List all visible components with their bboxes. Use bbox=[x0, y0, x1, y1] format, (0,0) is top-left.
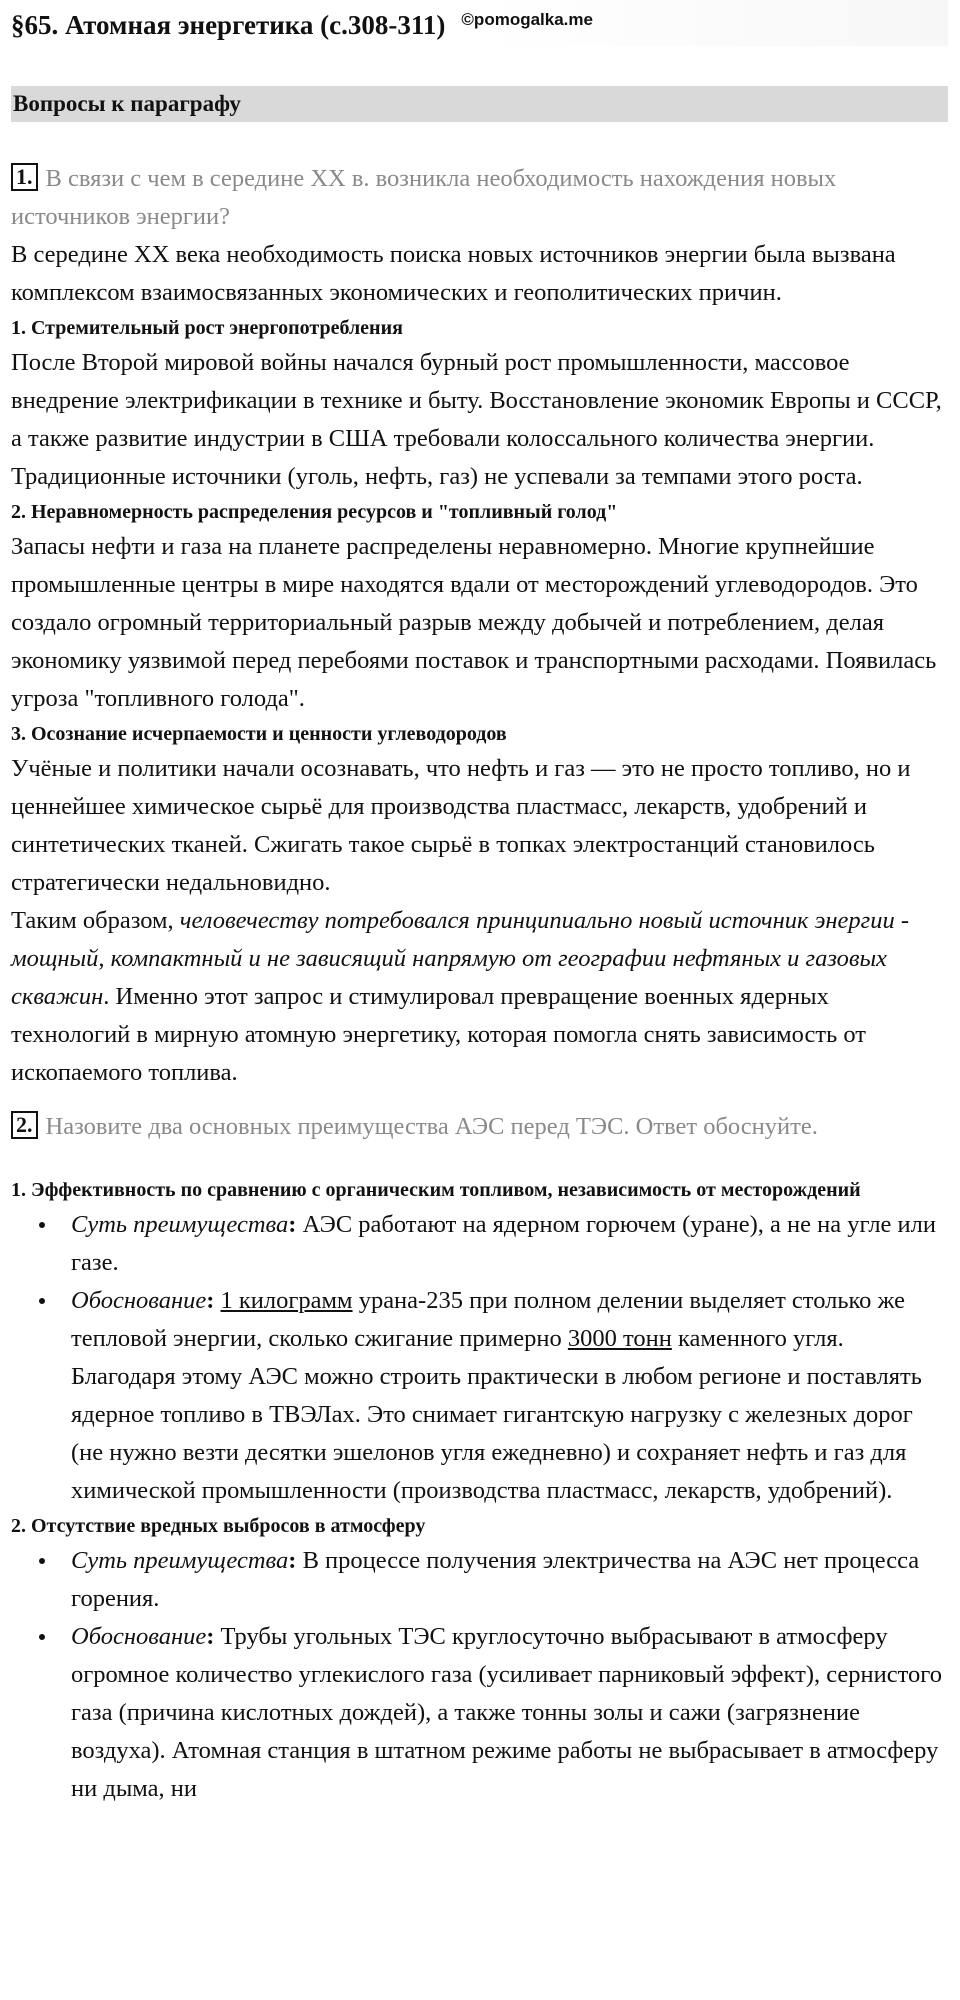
essence-label: Суть преимущества bbox=[71, 1547, 289, 1574]
bullet-icon bbox=[39, 1634, 45, 1640]
reason-2-text: Запасы нефти и газа на планете распределены неравномерно. Многие крупнейшие промышленные центры в мире находятся вдали от месторождений углеводородов. Это создало огромный территориальный разрыв между добычей и потреблением, делая экономику уязвимой перед перебоями поставок и транспортными расходами. Появилась угроза "топливного голода". bbox=[11, 533, 937, 712]
colon: : bbox=[288, 1211, 297, 1238]
question-2-text: Назовите два основных преимущества АЭС перед ТЭС. Ответ обоснуйте. bbox=[45, 1113, 818, 1140]
underlined-value-1: 1 килограмм bbox=[220, 1287, 353, 1314]
question-number-2: 2. bbox=[11, 1111, 38, 1139]
essence-label: Суть преимущества bbox=[71, 1211, 289, 1238]
underlined-value-2: 3000 тонн bbox=[567, 1325, 672, 1352]
question-1-text: В связи с чем в середине XX в. возникла необходимость нахождения новых источников энергии? bbox=[11, 165, 837, 230]
bullet-icon bbox=[39, 1222, 45, 1228]
answer-1-intro: В середине XX века необходимость поиска новых источников энергии была вызвана комплексом взаимосвязанных экономических и геополитических причин. bbox=[11, 241, 896, 306]
reason-mid: урана-235 при полном делении выделяет столько же тепловой энергии, сколько сжигание примерно bbox=[71, 1287, 906, 1352]
question-2 bbox=[11, 1108, 948, 1146]
list-item bbox=[71, 1618, 948, 1808]
reason-end: каменного угля. Благодаря этому АЭС можно строить практически в любом регионе и поставлять ядерное топливо в ТВЭЛах. Это снимает гигантскую нагрузку с железных дорог (не нужно везти десятки эшелонов угля ежедневно) и сохраняет нефть и газ для химической промышленности (производства пластмасс, лекарств, удобрений). bbox=[71, 1325, 922, 1504]
colon: : bbox=[206, 1287, 215, 1314]
conclusion-suffix: . Именно этот запрос и стимулировал превращение военных ядерных технологий в мирную атомную энергетику, которая помогла снять зависимость от ископаемого топлива. bbox=[11, 983, 867, 1086]
page-title: §65. Атомная энергетика (с.308-311) bbox=[11, 9, 446, 40]
colon: : bbox=[206, 1623, 215, 1650]
reason-2-heading: 2. Неравномерность распределения ресурсов и "топливный голод" bbox=[11, 501, 618, 523]
watermark: ©pomogalka.me bbox=[461, 10, 593, 29]
conclusion-emphasis: человечеству потребовался принципиально новый источник энергии - мощный, компактный и не зависящий напрямую от географии нефтяных и газовых скважин bbox=[11, 907, 909, 1010]
reason-1-heading: 1. Стремительный рост энергопотребления bbox=[11, 317, 403, 339]
reason-label: Обоснование bbox=[71, 1623, 207, 1650]
section-title: Вопросы к параграфу bbox=[13, 91, 241, 116]
question-1-block bbox=[11, 160, 948, 1092]
answer-2 bbox=[11, 1174, 948, 1808]
reason-text: Трубы угольных ТЭС круглосуточно выбрасывают в атмосферу огромное количество углекислого газа (усиливает парниковый эффект), сернистого газа (причина кислотных дождей), а также тонны золы и сажи (загрязнение воздуха). Атомная станция в штатном режиме работы не выбрасывает в атмосферу ни дыма, ни bbox=[71, 1623, 942, 1802]
conclusion-prefix: Таким образом, bbox=[11, 907, 180, 934]
advantage-1-heading: 1. Эффективность по сравнению с органическим топливом, независимость от месторождений bbox=[11, 1179, 861, 1201]
reason-3-heading: 3. Осознание исчерпаемости и ценности углеводородов bbox=[11, 723, 507, 745]
advantage-2-list bbox=[11, 1542, 948, 1808]
question-1 bbox=[11, 160, 948, 236]
page-header bbox=[11, 0, 948, 46]
question-2-block bbox=[11, 1108, 948, 1808]
bullet-icon bbox=[39, 1298, 45, 1304]
advantage-2-heading: 2. Отсутствие вредных выбросов в атмосферу bbox=[11, 1515, 426, 1537]
bullet-icon bbox=[39, 1558, 45, 1564]
reason-label: Обоснование bbox=[71, 1287, 207, 1314]
reason-3-text: Учёные и политики начали осознавать, что нефть и газ — это не просто топливо, но и ценнейшее химическое сырьё для производства пластмасс, лекарств, удобрений и синтетических тканей. Сжигать такое сырьё в топках электростанций становилось стратегически недальновидно. bbox=[11, 755, 911, 896]
advantage-1-list bbox=[11, 1206, 948, 1510]
question-number-1: 1. bbox=[11, 163, 38, 191]
section-header bbox=[11, 86, 948, 122]
list-item bbox=[71, 1206, 948, 1282]
list-item bbox=[71, 1282, 948, 1510]
essence-text: АЭС работают на ядерном горючем (уране), а не на угле или газе. bbox=[71, 1211, 936, 1276]
answer-1-conclusion bbox=[11, 902, 948, 1092]
colon: : bbox=[288, 1547, 297, 1574]
reason-1-text: После Второй мировой войны начался бурный рост промышленности, массовое внедрение электрификации в технике и быту. Восстановление экономик Европы и СССР, а также развитие индустрии в США требовали колоссального количества энергии. Традиционные источники (уголь, нефть, газ) не успевали за темпами этого роста. bbox=[11, 349, 942, 490]
essence-text: В процессе получения электричества на АЭС нет процесса горения. bbox=[71, 1547, 920, 1612]
list-item bbox=[71, 1542, 948, 1618]
